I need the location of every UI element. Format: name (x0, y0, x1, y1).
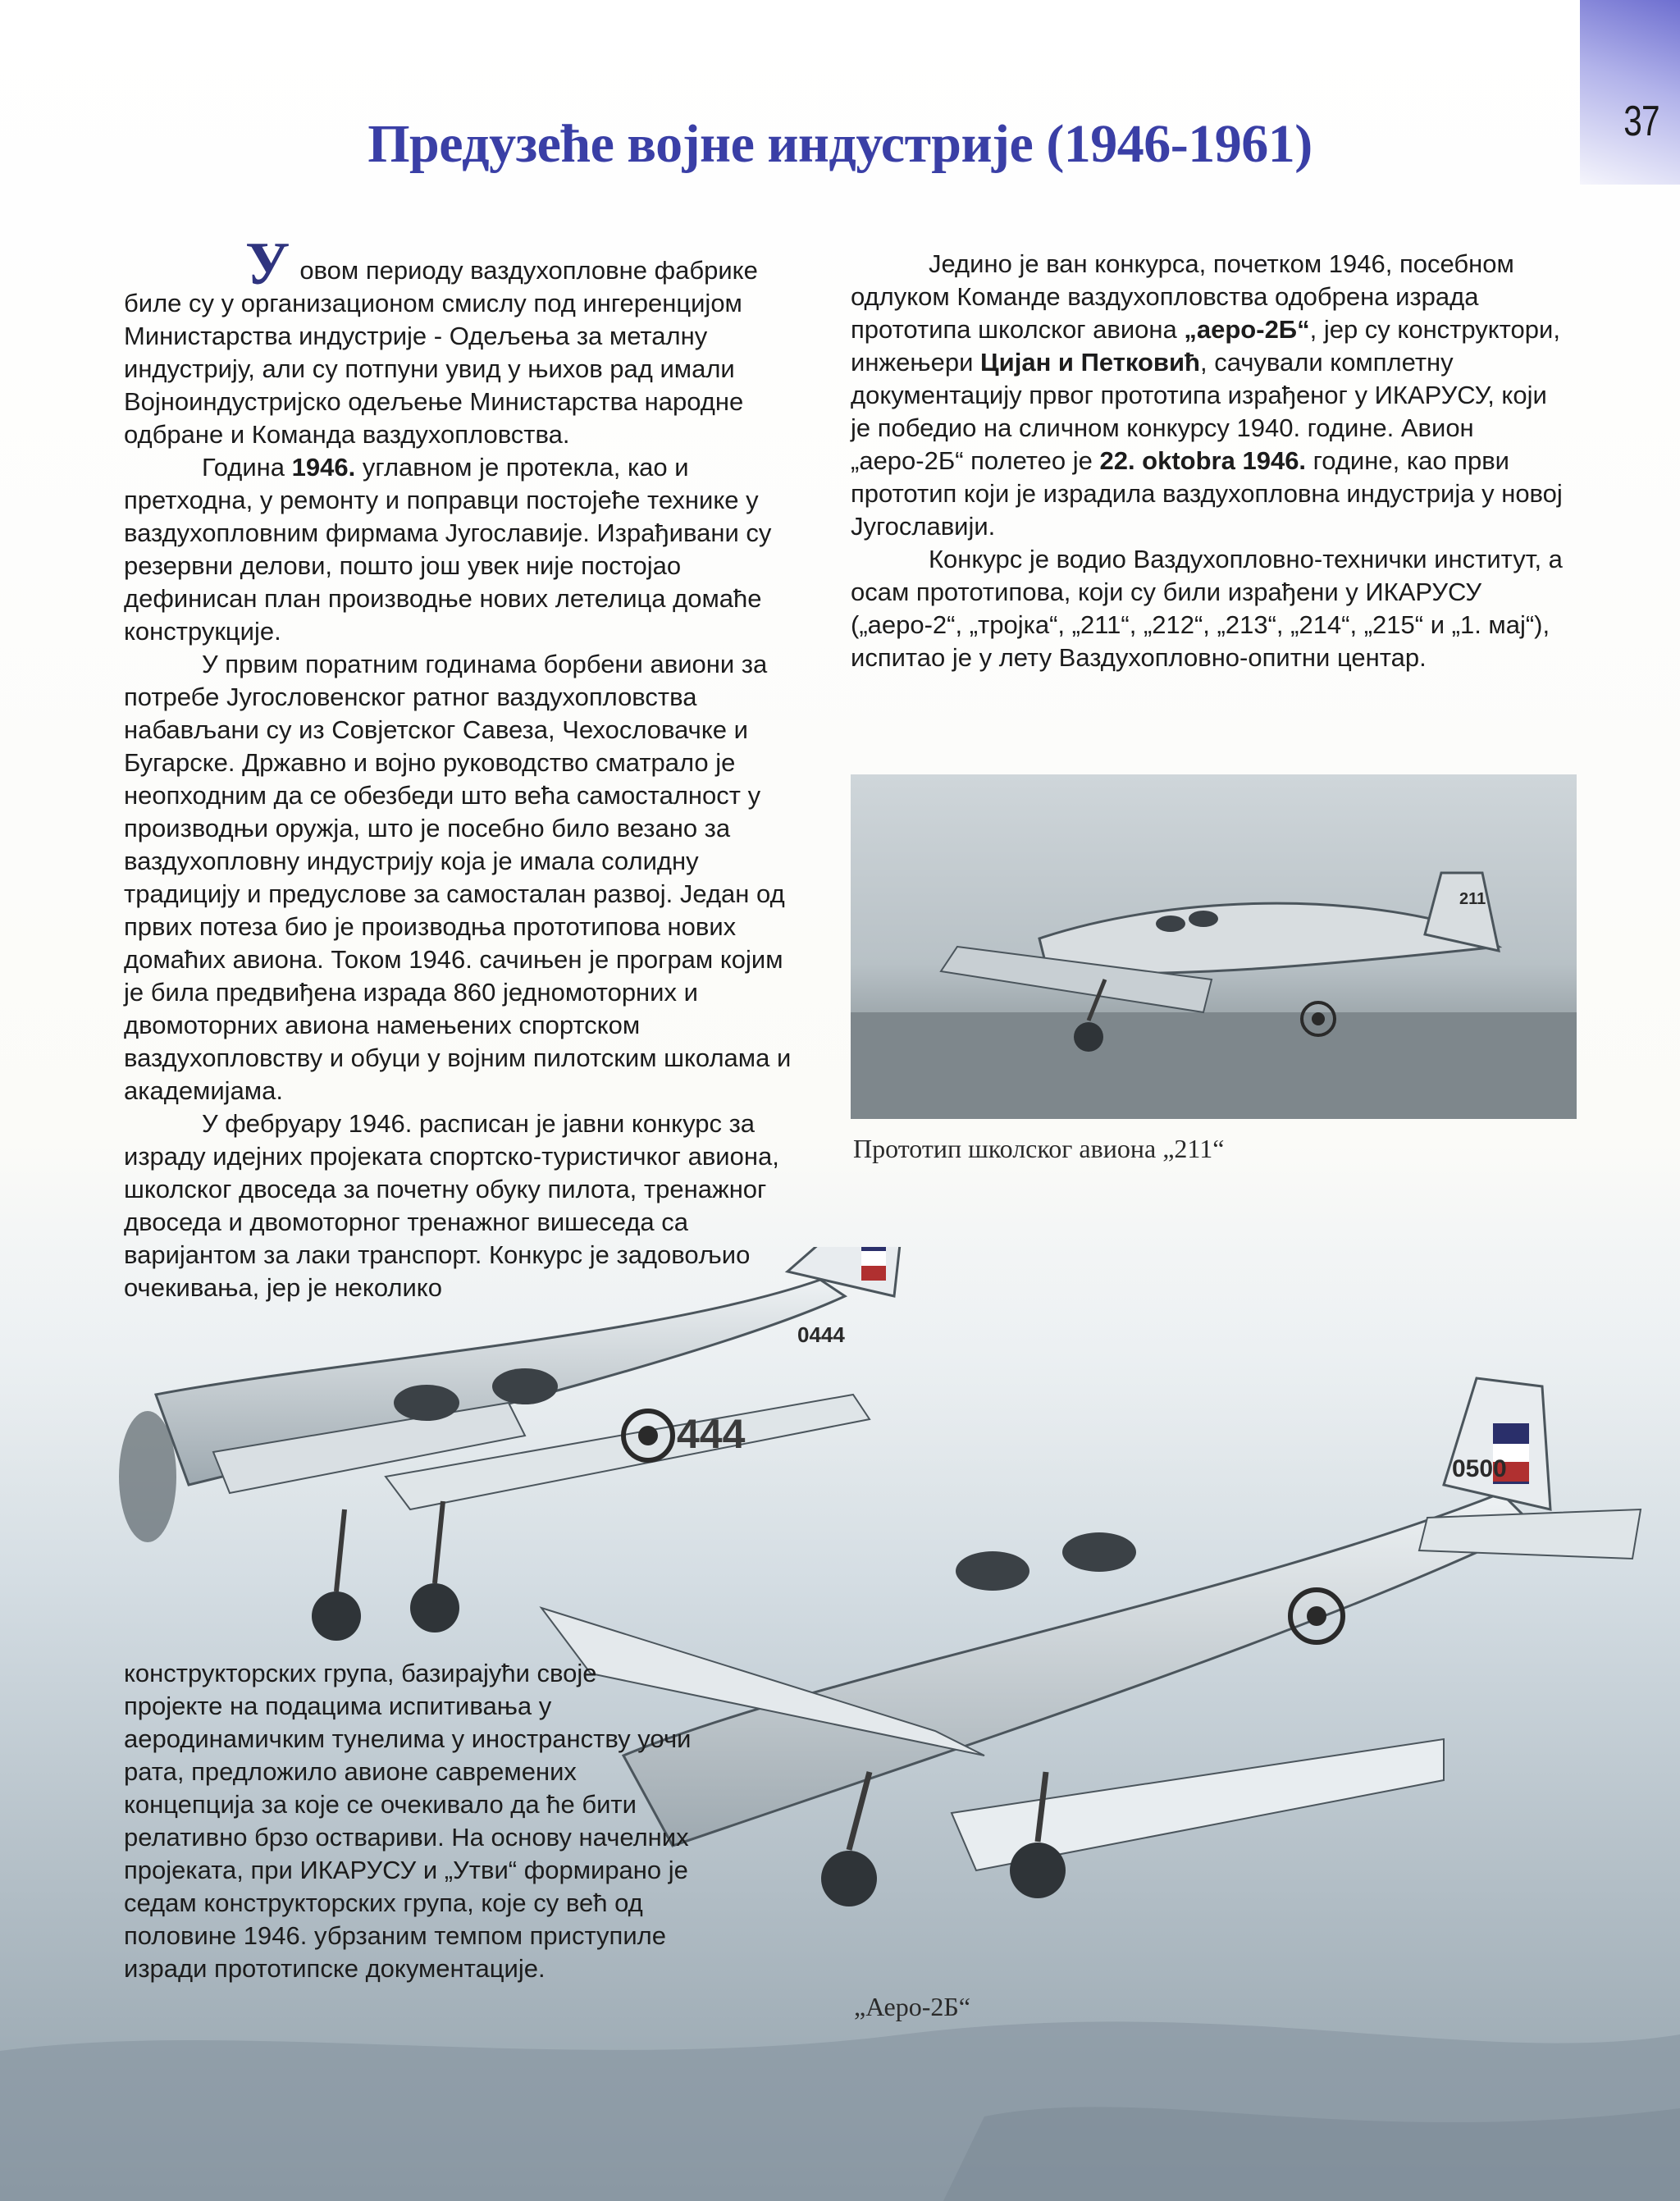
drop-cap: У (245, 231, 290, 298)
prototype-211-caption: Прототип школског авиона „211“ (853, 1134, 1225, 1163)
paragraph-bold-text: 22. oktobra 1946. (1099, 446, 1307, 475)
paragraph-text: , сачували комплетну документацију првог прототипа израђеног у ИКАРУСУ, који је победио на сличном конкурсу 1940. године. Авион „аеро-2Б“ полетео је (851, 348, 1547, 475)
paragraph-text: године, као први прототип који је израдила ваздухопловна индустрија у новој Југославији. (851, 446, 1563, 541)
paragraph: У првим поратним годинама борбени авиони за потребе Југословенског ратног ваздухопловства набављани су из Совјетског Савеза, Чехословачке и Бугарске. Државно и војно руководство сматрало је неопходним да се обезбеди што већа самосталност у производњи оружја, што је посебно било везано за ваздухопловну индустрију која је имала солидну традицију и предуслове за самосталан развој. Један од првих потеза био је производња прототипова нових домаћих авиона. Током 1946. сачињен је програм којим је била предвиђена израда 860 једномоторних и двомоторних авиона намењених спортском ваздухопловству и обуци у војним пилотским школама и академијама. (124, 650, 792, 1105)
paragraph: У фебруару 1946. расписан је јавни конкурс за израду идејних пројеката спортско-туристичког авиона, школског двоседа за почетну обуку пилота, тренажног двоседа и двомоторног тренажног вишеседа са варијантом за лаки транспорт. Конкурс је задовољио очекивања, јер је неколико (124, 1109, 779, 1302)
paragraph (124, 231, 809, 451)
page-title: Предузеће војне индустрије (1946-1961) (368, 114, 1312, 174)
paragraph-bold-text: Цијан и Петковић (980, 348, 1200, 377)
plane-444-code: 444 (677, 1411, 746, 1457)
plane-444-tail-code: 0444 (797, 1322, 845, 1347)
page-number: 37 (1623, 98, 1659, 145)
paragraph (124, 451, 809, 648)
right-column (851, 248, 1573, 674)
left-column (124, 231, 809, 1304)
paragraph-text: , јер су конструктори, инжењери (851, 315, 1560, 377)
paragraph (851, 248, 1573, 543)
paragraph-text: Година (202, 453, 292, 482)
plane-0500-tail-code: 0500 (1452, 1455, 1507, 1482)
paragraph: Конкурс је водио Ваздухопловно-технички институт, а осам прототипова, који су били израђени у ИКАРУСУ („аеро-2“, „тројка“, „211“, „212“, „213“, „214“, „215“ и „1. мај“), испитао је у лету Ваздухопловно-опитни центар. (851, 545, 1563, 672)
paragraph-bold-text: „аеро-2Б“ (1184, 315, 1310, 344)
prototype-211-photo (851, 774, 1577, 1119)
prototype-211-tail-code: 211 (1459, 890, 1486, 908)
paragraph-text: углавном је протекла, као и претходна, у ремонту и поправци постојеће технике у ваздухопловним фирмама Југославије. Израђивани су резервни делови, пошто још увек није постојао дефинисан план производње нових летелица домаће конструкције. (124, 453, 772, 646)
paragraph-bold-text: 1946. (291, 453, 356, 482)
paragraph-text: Једино је ван конкурса, почетком 1946, посебном одлуком Команде ваздухопловства одобрена израда прототипа школског авиона (851, 249, 1514, 344)
paragraph-text: овом периоду ваздухопловне фабрике биле су у организационом смислу под ингеренцијом Министарства индустрије - Одељења за металну индустрију, али су потпуни увид у њихов рад имали Војноиндустријско одељење Министарства народне одбране и Команда ваздухопловства. (124, 256, 758, 449)
paragraph: конструкторских група, базирајући своје пројекте на подацима испитивања у аеродинамичким тунелима у иностранству уочи рата, предложило авионе савремених концепција за које се очекивало да ће бити релативно брзо оствариви. На основу начелних пројеката, при ИКАРУСУ и „Утви“ формирано је седам конструкторских група, које су већ од половине 1946. убрзаним темпом приступиле изради прототипске документације. (124, 1659, 692, 1983)
aero-2b-caption: „Аеро-2Б“ (854, 1992, 970, 2021)
bottom-text (124, 1657, 698, 1985)
